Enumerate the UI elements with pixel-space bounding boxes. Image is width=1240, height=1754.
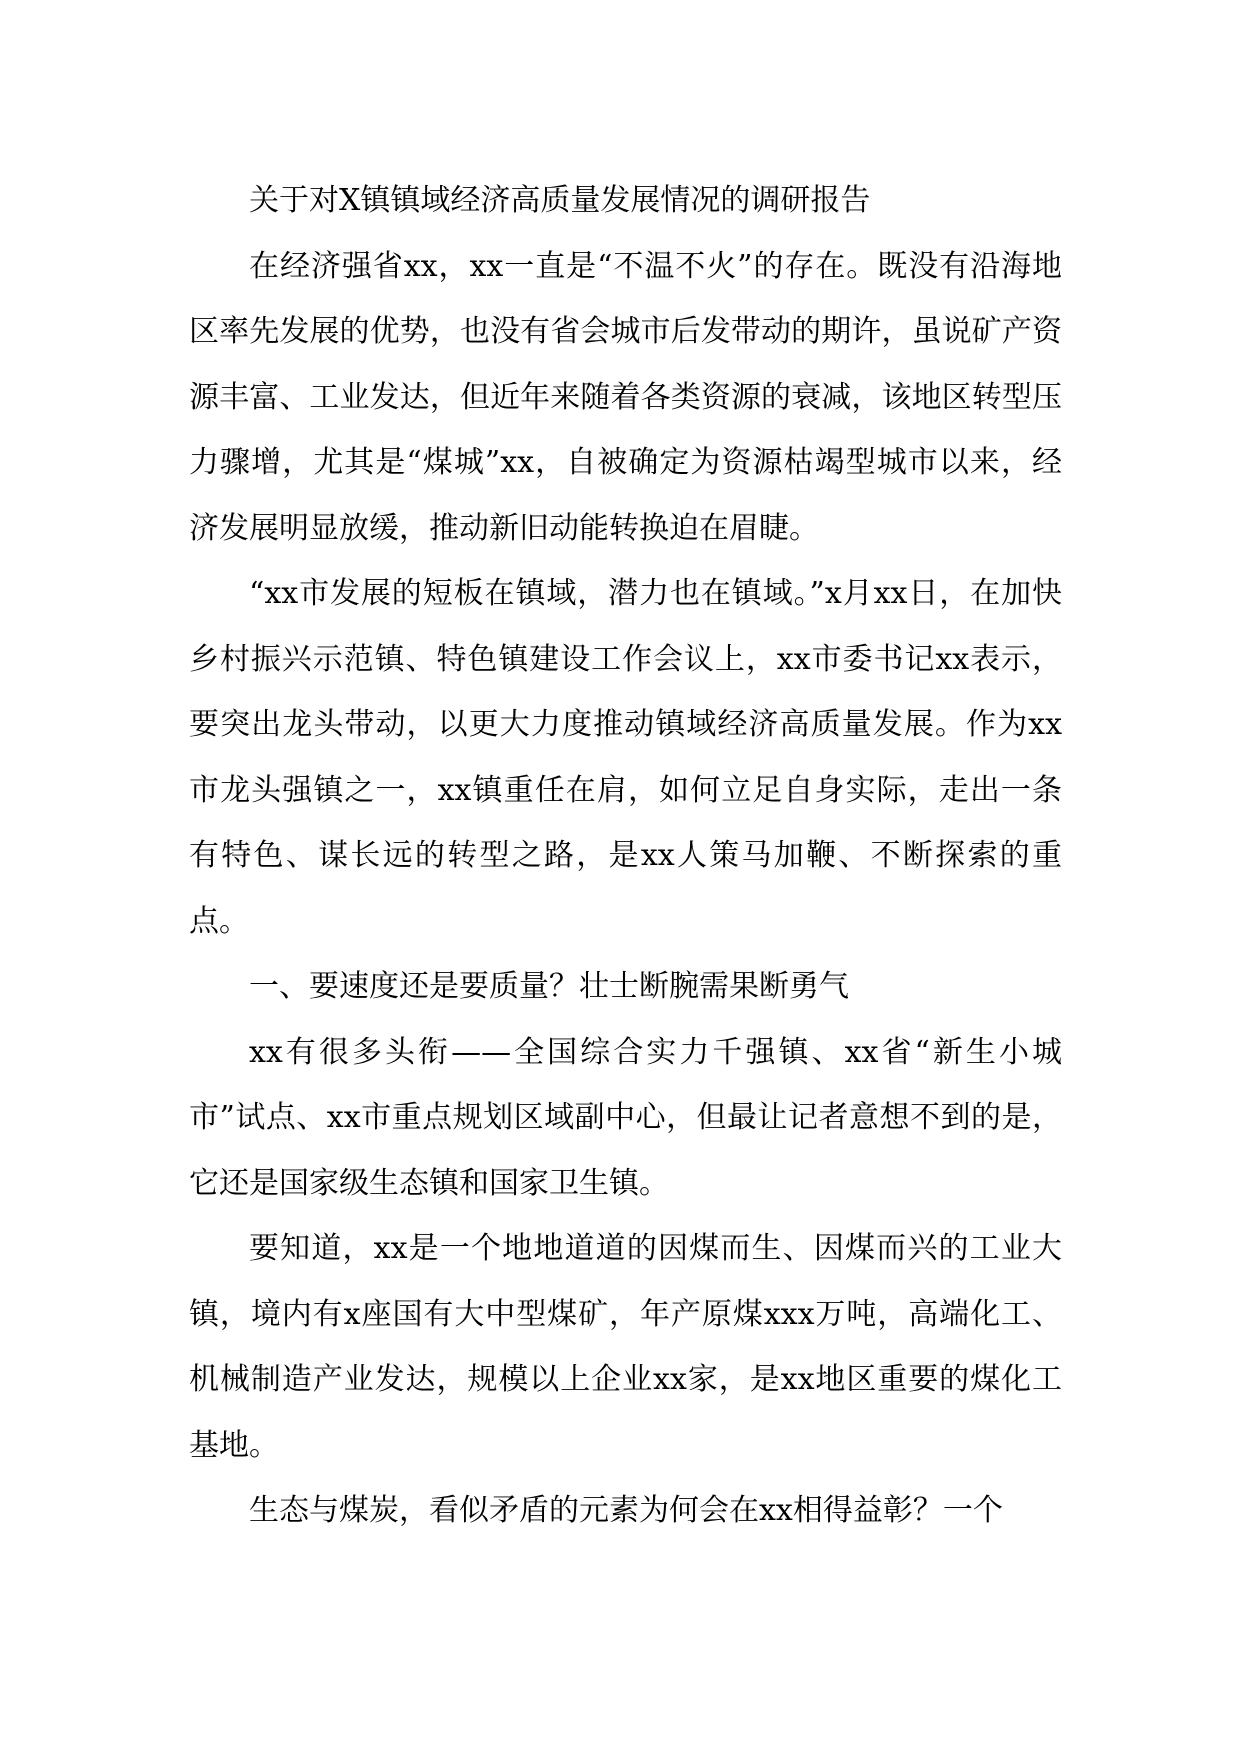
document-body	[189, 168, 1062, 1544]
section-heading-1: 一、要速度还是要质量？壮士断腕需果断勇气	[249, 969, 849, 1004]
paragraph-coal-town: 要知道，xx是一个地地道道的因煤而生、因煤而兴的工业大镇，境内有x座国有大中型煤矿，年产原煤xxx万吨，高端化工、机械制造产业发达，规模以上企业xx家，是xx地区重要的煤化工基地。	[189, 1231, 1062, 1463]
paragraph-intro: 在经济强省xx，xx一直是“不温不火”的存在。既没有沿海地区率先发展的优势，也没有省会城市后发带动的期许，虽说矿产资源丰富、工业发达，但近年来随着各类资源的衰减，该地区转型压力骤增，尤其是“煤城”xx，自被确定为资源枯竭型城市以来，经济发展明显放缓，推动新旧动能转换迫在眉睫。	[189, 248, 1062, 546]
document-title: 关于对X镇镇域经济高质量发展情况的调研报告	[249, 183, 871, 218]
paragraph-ecology: 生态与煤炭，看似矛盾的元素为何会在xx相得益彰？一个	[249, 1493, 1003, 1528]
paragraph-quote: “xx市发展的短板在镇域，潜力也在镇域。”x月xx日，在加快乡村振兴示范镇、特色镇建设工作会议上，xx市委书记xx表示，要突出龙头带动，以更大力度推动镇域经济高质量发展。作为xx市龙头强镇之一，xx镇重任在肩，如何立足自身实际，走出一条有特色、谋长远的转型之路，是xx人策马加鞭、不断探索的重点。	[189, 576, 1062, 939]
paragraph-titles: xx有很多头衔——全国综合实力千强镇、xx省“新生小城市”试点、xx市重点规划区域副中心，但最让记者意想不到的是，它还是国家级生态镇和国家卫生镇。	[189, 1034, 1062, 1201]
